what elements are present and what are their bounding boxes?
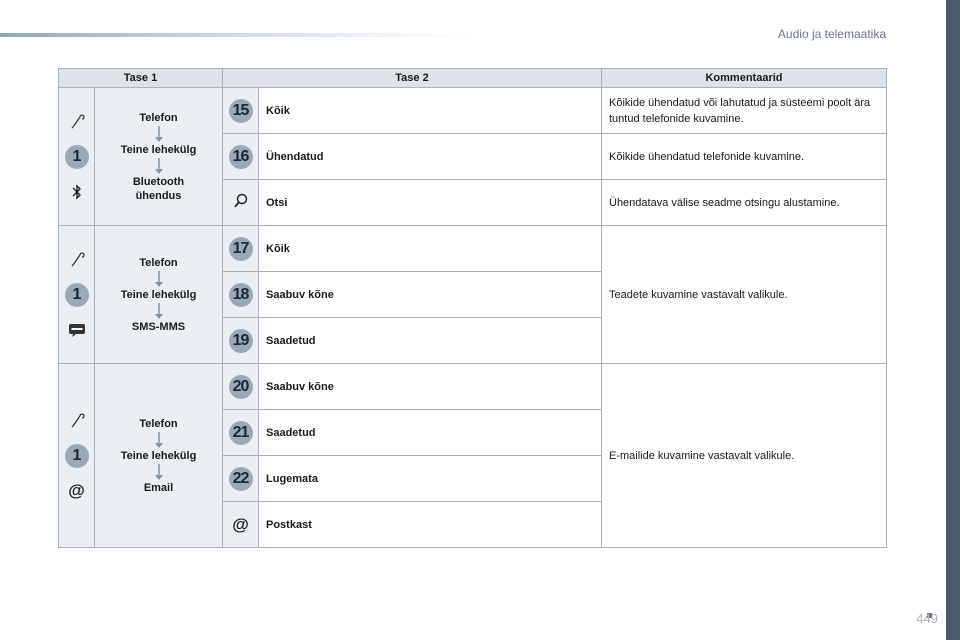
column-header: Tase 2 <box>223 69 602 88</box>
table-row <box>59 226 887 272</box>
row-icon <box>223 456 259 502</box>
row-label: Lugemata <box>259 456 602 502</box>
level1-flow <box>95 88 223 226</box>
flow-item: Teine lehekülg <box>120 143 197 156</box>
level1-number-badge: 1 <box>65 283 89 307</box>
number-badge: 18 <box>229 283 253 307</box>
level1-flow <box>95 364 223 548</box>
row-icon <box>223 318 259 364</box>
side-strip <box>946 0 960 640</box>
search-icon <box>232 192 250 210</box>
row-comment: Ühendatava välise seadme otsingu alustamine. <box>602 180 887 226</box>
flow-item: Telefon <box>139 111 178 124</box>
row-comment: Kõikide ühendatud telefonide kuvamine. <box>602 134 887 180</box>
flow-item: Teine lehekülg <box>120 449 197 462</box>
header-decor-bar <box>0 33 470 37</box>
phone-icon <box>68 412 86 430</box>
column-header: Kommentaarid <box>602 69 887 88</box>
row-icon <box>223 134 259 180</box>
row-label: Kõik <box>259 226 602 272</box>
at-icon: @ <box>68 480 85 500</box>
row-icon <box>223 502 259 548</box>
flow-item: Telefon <box>139 417 178 430</box>
row-comment: Kõikide ühendatud või lahutatud ja süsteemi poolt ära tuntud telefonide kuvamine. <box>602 88 887 134</box>
flow-item: Bluetooth ühendus <box>132 175 185 202</box>
at-icon: @ <box>232 514 249 534</box>
row-icon <box>223 272 259 318</box>
phone-icon <box>68 251 86 269</box>
phone-icon <box>68 113 86 131</box>
number-badge: 17 <box>229 237 253 261</box>
row-label: Saadetud <box>259 318 602 364</box>
table-row <box>59 88 887 134</box>
arrow-down-icon <box>154 125 164 143</box>
row-icon <box>223 410 259 456</box>
menu-table <box>58 68 887 548</box>
row-icon <box>223 226 259 272</box>
number-badge: 19 <box>229 329 253 353</box>
row-label: Saadetud <box>259 410 602 456</box>
level1-icons <box>59 364 95 548</box>
flow-item: SMS-MMS <box>131 320 186 333</box>
table-row <box>59 364 887 410</box>
row-label: Saabuv kõne <box>259 272 602 318</box>
level1-flow <box>95 226 223 364</box>
number-badge: 20 <box>229 375 253 399</box>
page-number: 449 <box>916 611 938 626</box>
level1-icons <box>59 226 95 364</box>
number-badge: 16 <box>229 145 253 169</box>
flow-item: Teine lehekülg <box>120 288 197 301</box>
arrow-down-icon <box>154 157 164 175</box>
column-header: Tase 1 <box>59 69 223 88</box>
number-badge: 22 <box>229 467 253 491</box>
flow-item: Telefon <box>139 256 178 269</box>
level1-number-badge: 1 <box>65 145 89 169</box>
sms-icon <box>68 321 86 339</box>
arrow-down-icon <box>154 270 164 288</box>
bluetooth-icon <box>68 183 86 201</box>
row-label: Ühendatud <box>259 134 602 180</box>
row-label: Saabuv kõne <box>259 364 602 410</box>
flow-item: Email <box>143 481 174 494</box>
arrow-down-icon <box>154 463 164 481</box>
group-comment: Teadete kuvamine vastavalt valikule. <box>602 226 887 364</box>
row-label: Otsi <box>259 180 602 226</box>
level1-icons <box>59 88 95 226</box>
number-badge: 21 <box>229 421 253 445</box>
level1-number-badge: 1 <box>65 444 89 468</box>
arrow-down-icon <box>154 302 164 320</box>
row-icon <box>223 364 259 410</box>
row-label: Kõik <box>259 88 602 134</box>
row-label: Postkast <box>259 502 602 548</box>
table-header-row <box>59 69 887 88</box>
row-icon <box>223 180 259 226</box>
arrow-down-icon <box>154 431 164 449</box>
number-badge: 15 <box>229 99 253 123</box>
section-title: Audio ja telemaatika <box>777 27 886 41</box>
row-icon <box>223 88 259 134</box>
group-comment: E-mailide kuvamine vastavalt valikule. <box>602 364 887 548</box>
